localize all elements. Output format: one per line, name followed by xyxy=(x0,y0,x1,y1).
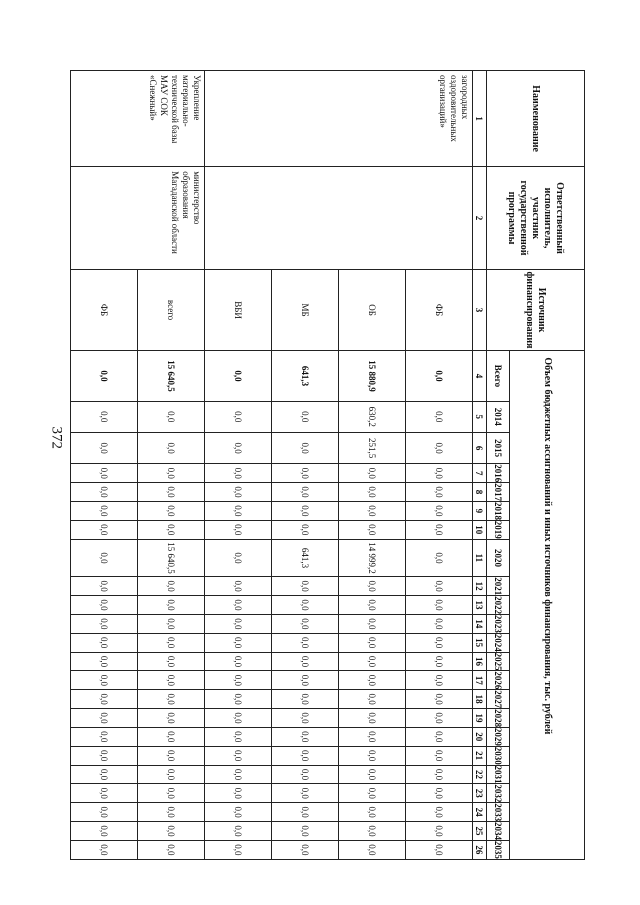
cell-value: 0,0 xyxy=(272,727,339,746)
cell-value: 0,0 xyxy=(272,840,339,859)
column-index: 21 xyxy=(473,746,487,765)
cell-value: 0,0 xyxy=(205,432,272,463)
cell-value: 0,0 xyxy=(272,784,339,803)
cell-value: 0,0 xyxy=(71,633,138,652)
cell-value: 630,2 xyxy=(339,401,406,432)
cell-source: ОБ xyxy=(339,269,406,351)
row-name: загородных оздоровительных организаций» xyxy=(205,71,473,167)
column-index: 1 xyxy=(473,71,487,167)
cell-value: 0,0 xyxy=(339,633,406,652)
cell-value: 0,0 xyxy=(71,483,138,502)
cell-total: 0,0 xyxy=(205,351,272,401)
budget-table xyxy=(70,70,585,860)
header-year: 2022 xyxy=(487,596,510,615)
cell-value: 0,0 xyxy=(339,822,406,841)
cell-value: 0,0 xyxy=(406,803,473,822)
cell-value: 0,0 xyxy=(205,464,272,483)
cell-value: 0,0 xyxy=(272,671,339,690)
header-year: 2031 xyxy=(487,765,510,784)
cell-value: 0,0 xyxy=(272,596,339,615)
column-index: 11 xyxy=(473,539,487,577)
column-index: 25 xyxy=(473,822,487,841)
cell-value: 0,0 xyxy=(406,746,473,765)
cell-value: 0,0 xyxy=(205,501,272,520)
cell-value: 0,0 xyxy=(71,652,138,671)
column-index: 17 xyxy=(473,671,487,690)
cell-value: 0,0 xyxy=(339,709,406,728)
cell-value: 0,0 xyxy=(339,784,406,803)
table-row xyxy=(138,71,205,860)
cell-value: 0,0 xyxy=(138,464,205,483)
cell-value: 0,0 xyxy=(339,596,406,615)
cell-value: 0,0 xyxy=(406,822,473,841)
cell-value: 0,0 xyxy=(71,784,138,803)
cell-source: ФБ xyxy=(71,269,138,351)
cell-value: 0,0 xyxy=(272,690,339,709)
cell-total: 641,3 xyxy=(272,351,339,401)
column-index: 14 xyxy=(473,614,487,633)
cell-value: 0,0 xyxy=(138,765,205,784)
table-row xyxy=(406,71,473,860)
cell-value: 0,0 xyxy=(272,432,339,463)
header-year: 2028 xyxy=(487,709,510,728)
cell-value: 0,0 xyxy=(205,577,272,596)
cell-value: 0,0 xyxy=(205,690,272,709)
cell-value: 0,0 xyxy=(138,690,205,709)
cell-value: 0,0 xyxy=(272,746,339,765)
cell-value: 0,0 xyxy=(272,765,339,784)
header-year: 2015 xyxy=(487,432,510,463)
cell-value: 0,0 xyxy=(272,401,339,432)
cell-value: 0,0 xyxy=(272,520,339,539)
cell-value: 0,0 xyxy=(71,709,138,728)
cell-value: 0,0 xyxy=(406,520,473,539)
column-index: 22 xyxy=(473,765,487,784)
cell-value: 0,0 xyxy=(71,501,138,520)
cell-value: 0,0 xyxy=(272,803,339,822)
cell-value: 0,0 xyxy=(138,671,205,690)
cell-value: 0,0 xyxy=(272,652,339,671)
column-index: 4 xyxy=(473,351,487,401)
cell-value: 0,0 xyxy=(138,577,205,596)
cell-value: 0,0 xyxy=(406,671,473,690)
cell-value: 0,0 xyxy=(406,784,473,803)
budget-table-container xyxy=(70,70,585,860)
column-index: 16 xyxy=(473,652,487,671)
header-year: 2032 xyxy=(487,784,510,803)
cell-value: 0,0 xyxy=(205,596,272,615)
cell-value: 0,0 xyxy=(406,596,473,615)
cell-value: 0,0 xyxy=(272,577,339,596)
header-year: 2029 xyxy=(487,727,510,746)
cell-value: 0,0 xyxy=(205,746,272,765)
header-year: 2014 xyxy=(487,401,510,432)
cell-value: 15 640,5 xyxy=(138,539,205,577)
cell-value: 0,0 xyxy=(406,539,473,577)
cell-value: 0,0 xyxy=(272,633,339,652)
cell-value: 0,0 xyxy=(272,614,339,633)
cell-source: всего xyxy=(138,269,205,351)
cell-value: 0,0 xyxy=(71,520,138,539)
cell-value: 0,0 xyxy=(339,464,406,483)
header-name: Наименование xyxy=(487,71,585,167)
cell-value: 0,0 xyxy=(205,633,272,652)
column-index: 3 xyxy=(473,269,487,351)
cell-value: 0,0 xyxy=(339,765,406,784)
cell-value: 0,0 xyxy=(205,822,272,841)
cell-value: 0,0 xyxy=(272,709,339,728)
cell-value: 0,0 xyxy=(138,822,205,841)
cell-value: 0,0 xyxy=(71,596,138,615)
cell-value: 0,0 xyxy=(138,401,205,432)
cell-source: МБ xyxy=(272,269,339,351)
cell-value: 0,0 xyxy=(71,577,138,596)
column-index: 18 xyxy=(473,690,487,709)
cell-value: 0,0 xyxy=(71,803,138,822)
column-index: 9 xyxy=(473,501,487,520)
column-index: 15 xyxy=(473,633,487,652)
cell-value: 0,0 xyxy=(406,483,473,502)
cell-value: 0,0 xyxy=(406,765,473,784)
cell-value: 0,0 xyxy=(272,822,339,841)
column-index: 20 xyxy=(473,727,487,746)
cell-value: 0,0 xyxy=(71,840,138,859)
cell-value: 0,0 xyxy=(71,432,138,463)
header-budget: Объем бюджетных ассигнований и иных источников финансирования, тыс. рублей xyxy=(510,351,585,860)
column-index: 2 xyxy=(473,167,487,270)
cell-value: 0,0 xyxy=(71,614,138,633)
cell-value: 0,0 xyxy=(406,432,473,463)
cell-source: ВБИ xyxy=(205,269,272,351)
cell-value: 0,0 xyxy=(138,633,205,652)
cell-value: 0,0 xyxy=(339,520,406,539)
cell-value: 0,0 xyxy=(339,652,406,671)
cell-value: 0,0 xyxy=(205,401,272,432)
cell-value: 0,0 xyxy=(339,690,406,709)
cell-value: 0,0 xyxy=(138,432,205,463)
cell-value: 0,0 xyxy=(205,483,272,502)
cell-value: 0,0 xyxy=(406,652,473,671)
cell-value: 0,0 xyxy=(205,784,272,803)
column-index: 19 xyxy=(473,709,487,728)
header-executor: Ответственный исполнитель, участник государственной программы xyxy=(487,167,585,270)
header-year: 2017 xyxy=(487,483,510,502)
cell-value: 0,0 xyxy=(138,652,205,671)
cell-value: 0,0 xyxy=(71,671,138,690)
cell-source: ФБ xyxy=(406,269,473,351)
page-number: 372 xyxy=(48,426,65,449)
cell-value: 0,0 xyxy=(339,483,406,502)
cell-value: 0,0 xyxy=(71,746,138,765)
cell-value: 251,5 xyxy=(339,432,406,463)
cell-value: 0,0 xyxy=(406,577,473,596)
column-index: 26 xyxy=(473,840,487,859)
cell-value: 0,0 xyxy=(138,840,205,859)
cell-value: 0,0 xyxy=(339,577,406,596)
cell-value: 0,0 xyxy=(406,633,473,652)
cell-value: 0,0 xyxy=(138,520,205,539)
header-year: 2018 xyxy=(487,501,510,520)
header-total: Всего xyxy=(487,351,510,401)
header-source: Источник финансирования xyxy=(487,269,585,351)
cell-value: 0,0 xyxy=(138,803,205,822)
row-name: Укрепление материально-технической базы МАУ СОК «Снежный» xyxy=(71,71,205,167)
header-year: 2024 xyxy=(487,633,510,652)
cell-value: 0,0 xyxy=(205,652,272,671)
cell-value: 0,0 xyxy=(71,401,138,432)
cell-value: 0,0 xyxy=(138,596,205,615)
cell-value: 0,0 xyxy=(205,539,272,577)
header-year: 2019 xyxy=(487,520,510,539)
cell-value: 0,0 xyxy=(406,709,473,728)
cell-total: 0,0 xyxy=(71,351,138,401)
cell-value: 0,0 xyxy=(205,803,272,822)
cell-value: 0,0 xyxy=(138,784,205,803)
cell-value: 0,0 xyxy=(339,671,406,690)
cell-value: 0,0 xyxy=(138,746,205,765)
cell-value: 0,0 xyxy=(406,840,473,859)
cell-value: 0,0 xyxy=(339,727,406,746)
column-index: 6 xyxy=(473,432,487,463)
cell-value: 0,0 xyxy=(272,501,339,520)
cell-value: 0,0 xyxy=(71,690,138,709)
cell-value: 0,0 xyxy=(138,501,205,520)
column-index: 12 xyxy=(473,577,487,596)
cell-value: 0,0 xyxy=(138,709,205,728)
header-year: 2030 xyxy=(487,746,510,765)
cell-value: 641,3 xyxy=(272,539,339,577)
cell-total: 15 880,9 xyxy=(339,351,406,401)
cell-value: 0,0 xyxy=(272,464,339,483)
header-year: 2021 xyxy=(487,577,510,596)
column-index: 24 xyxy=(473,803,487,822)
header-year: 2023 xyxy=(487,614,510,633)
cell-total: 15 640,5 xyxy=(138,351,205,401)
cell-value: 0,0 xyxy=(205,840,272,859)
cell-value: 0,0 xyxy=(406,614,473,633)
row-executor xyxy=(205,167,473,270)
header-year: 2016 xyxy=(487,464,510,483)
cell-value: 0,0 xyxy=(71,539,138,577)
cell-value: 0,0 xyxy=(138,614,205,633)
column-index: 13 xyxy=(473,596,487,615)
column-index: 5 xyxy=(473,401,487,432)
cell-value: 0,0 xyxy=(205,520,272,539)
cell-value: 0,0 xyxy=(138,483,205,502)
column-index: 8 xyxy=(473,483,487,502)
cell-value: 14 999,2 xyxy=(339,539,406,577)
cell-value: 0,0 xyxy=(406,727,473,746)
cell-value: 0,0 xyxy=(406,464,473,483)
cell-value: 0,0 xyxy=(138,727,205,746)
header-year: 2035 xyxy=(487,840,510,859)
cell-value: 0,0 xyxy=(71,727,138,746)
header-year: 2033 xyxy=(487,803,510,822)
header-year: 2020 xyxy=(487,539,510,577)
cell-value: 0,0 xyxy=(71,822,138,841)
header-year: 2027 xyxy=(487,690,510,709)
cell-value: 0,0 xyxy=(339,614,406,633)
cell-value: 0,0 xyxy=(406,401,473,432)
cell-value: 0,0 xyxy=(205,709,272,728)
cell-value: 0,0 xyxy=(406,501,473,520)
cell-total: 0,0 xyxy=(406,351,473,401)
cell-value: 0,0 xyxy=(205,671,272,690)
cell-value: 0,0 xyxy=(71,765,138,784)
cell-value: 0,0 xyxy=(339,803,406,822)
cell-value: 0,0 xyxy=(339,501,406,520)
cell-value: 0,0 xyxy=(272,483,339,502)
column-index: 23 xyxy=(473,784,487,803)
cell-value: 0,0 xyxy=(71,464,138,483)
cell-value: 0,0 xyxy=(339,840,406,859)
column-index: 10 xyxy=(473,520,487,539)
cell-value: 0,0 xyxy=(339,746,406,765)
header-year: 2026 xyxy=(487,671,510,690)
rotated-table xyxy=(70,70,585,860)
cell-value: 0,0 xyxy=(205,614,272,633)
column-index: 7 xyxy=(473,464,487,483)
row-executor: министерство образования Магаданской области xyxy=(71,167,205,270)
header-year: 2034 xyxy=(487,822,510,841)
cell-value: 0,0 xyxy=(406,690,473,709)
cell-value: 0,0 xyxy=(205,727,272,746)
cell-value: 0,0 xyxy=(205,765,272,784)
header-year: 2025 xyxy=(487,652,510,671)
